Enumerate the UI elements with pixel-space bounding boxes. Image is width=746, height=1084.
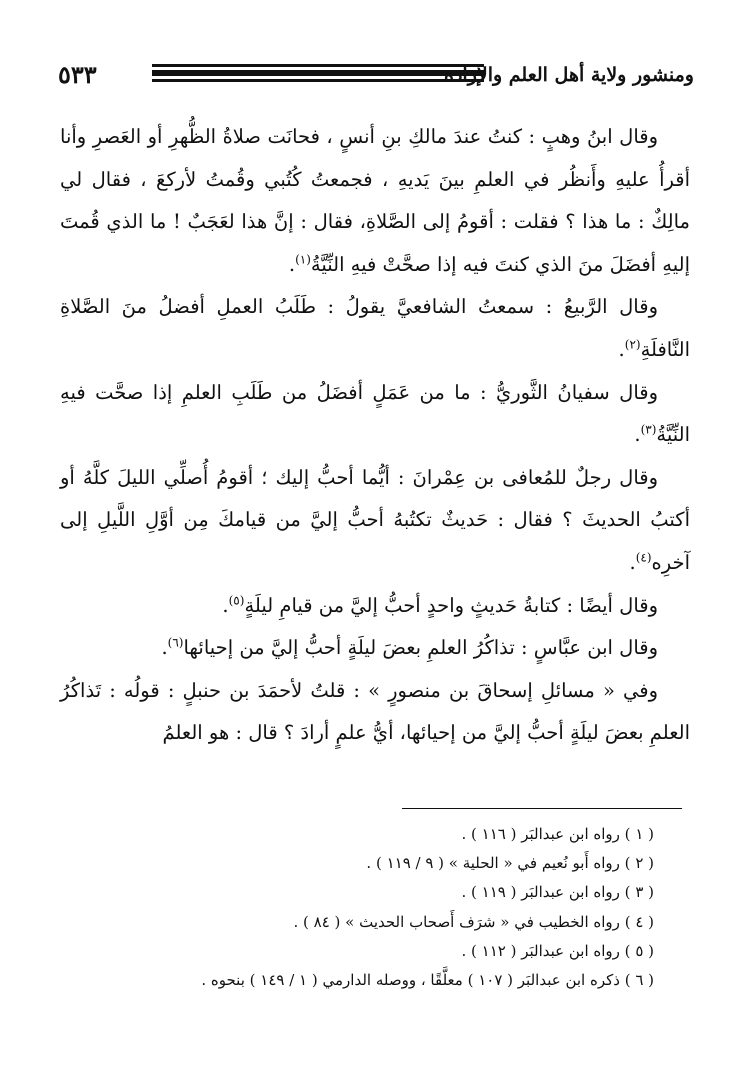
main-text: [60, 116, 690, 755]
paragraph: وقال سفيانُ الثَّوريُّ : ما من عَمَلٍ أفضَلُ من طَلَبِ العلمِ إذا صحَّت فيهِ النِّيَّةُ$^{(٣)}$.: [60, 380, 690, 447]
footnote-marker: (٢): [624, 337, 641, 352]
footnote-marker: (٥): [228, 593, 245, 608]
footnote: ( ٢ ) رواه أَبو نُعيم في « الحلية » ( ٩ / ١١٩ ) .: [366, 854, 654, 873]
footnote: ( ٦ ) ذكره ابن عبدالبَر ( ١٠٧ ) معلَّقًا ، ووصله الدارمي ( ١ / ١٤٩ ) بنحوه .: [201, 971, 654, 990]
page-number: ٥٣٣: [58, 60, 97, 89]
footnote: ( ٣ ) رواه ابن عبدالبَر ( ١١٩ ) .: [461, 883, 654, 902]
footnotes: [60, 820, 654, 995]
footnote-separator: [402, 808, 682, 809]
footnote-marker: (١): [295, 252, 311, 267]
page-header: [58, 58, 694, 94]
footnote-marker: (٣): [640, 422, 657, 437]
footnote: ( ١ ) رواه ابن عبدالبَر ( ١١٦ ) .: [461, 825, 654, 843]
footnote: ( ٥ ) رواه ابن عبدالبَر ( ١١٢ ) .: [461, 941, 654, 960]
paragraph: وقال الرَّبيعُ : سمعتُ الشافعيَّ يقولُ : طَلَبُ العملِ أفضلُ منَ الصَّلاةِ النَّافلَةِ$^{(٢)}$.: [60, 295, 690, 361]
header-rule: [152, 64, 484, 86]
footnote-marker: (٦): [167, 635, 184, 650]
paragraph: وفي « مسائلِ إسحاقَ بن منصورٍ » : قلتُ لأحمَدَ بن حنبلٍ : قولُه : تَذاكُرُ العلمِ بعضَ ليلَةٍ أحبُّ إليَّ من إحيائها، أيُّ علمٍ أرادَ ؟ قال : هو العلمُ: [60, 678, 690, 745]
paragraph: وقال ابن عبَّاسٍ : تذاكُرُ العلمِ بعضَ ليلَةٍ أحبُّ إليَّ من إحيائها$^{(٦)}$.: [161, 635, 658, 660]
paragraph: وقال رجلٌ للمُعافى بن عِمْرانَ : أيُّما أحبُّ إليك ؛ أقومُ أُصلِّي الليلَ كلَّهُ أو أكتبُ الحديثَ ؟ فقال : حَديثٌ تكتُبهُ أحبُّ إليَّ من قيامكَ مِن أوَّلِ اللَّيلِ إلى آخرِه$^{(٤)}$.: [60, 465, 690, 574]
paragraph: وقال ابنُ وهبٍ : كنتُ عندَ مالكِ بنِ أنسٍ ، فحانَت صلاةُ الظُّهرِ أو العَصرِ وأنا أقرأُ عليهِ وأَنظُر في العلمِ بينَ يَديهِ ، فجمعتُ كُتُبي وقُمتُ لأركعَ ، فقال لي مالِكٌ : ما هذا ؟ فقلت : أقومُ إلى الصَّلاةِ، فقال : إنَّ هذا لعَجَبٌ ! ما الذي قُمتَ إليهِ أفضَلَ منَ الذي كنتَ فيه إذا صحَّتْ فيهِ النِّيَّةُ$^{(١)}$.: [60, 125, 690, 276]
footnote-marker: (٤): [635, 550, 652, 565]
running-title: ومنشور ولاية أهل العلم والإرادة: [444, 64, 694, 86]
footnote: ( ٤ ) رواه الخطيب في « شرَف أَصحاب الحديث » ( ٨٤ ) .: [293, 912, 654, 931]
paragraph: وقال أيضًا : كتابةُ حَديثٍ واحدٍ أحبُّ إليَّ من قيامِ ليلَةٍ$^{(٥)}$.: [222, 593, 658, 617]
